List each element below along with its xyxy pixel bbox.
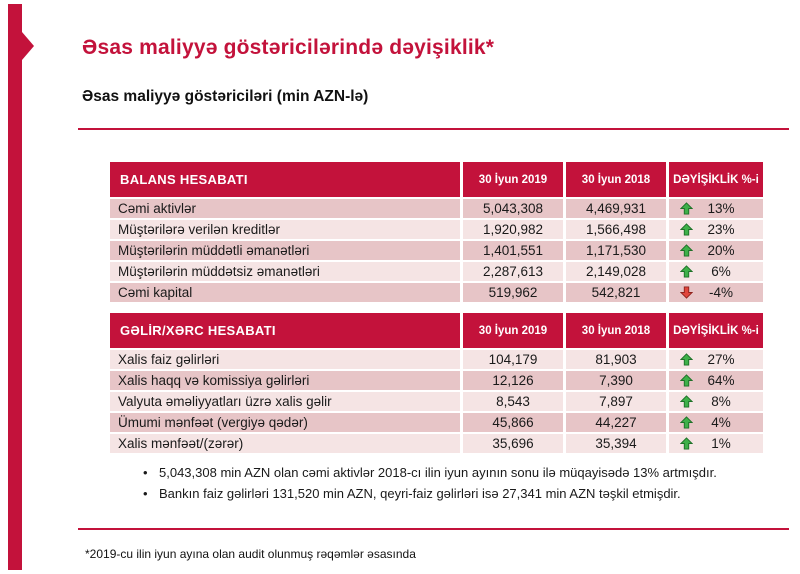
table-title: BALANS HESABATI bbox=[110, 162, 460, 197]
change-cell bbox=[669, 220, 763, 239]
balans-table-header bbox=[110, 162, 763, 197]
value-2018: 81,903 bbox=[566, 350, 666, 369]
value-2019: 35,696 bbox=[463, 434, 563, 453]
row-label: Müştərilərin müddətli əmanətləri bbox=[110, 241, 460, 260]
value-2018: 1,171,530 bbox=[566, 241, 666, 260]
change-cell bbox=[669, 371, 763, 390]
change-percent: 20% bbox=[707, 243, 735, 258]
table-row bbox=[110, 413, 763, 432]
change-percent: 4% bbox=[711, 415, 731, 430]
column-header-change: DƏYİŞİKLİK %-i bbox=[669, 313, 763, 348]
row-label: Xalis haqq və komissiya gəlirləri bbox=[110, 371, 460, 390]
value-2018: 4,469,931 bbox=[566, 199, 666, 218]
column-header-2019: 30 İyun 2019 bbox=[463, 162, 563, 197]
change-percent: 13% bbox=[707, 201, 735, 216]
gelir-xerc-table-header bbox=[110, 313, 763, 348]
change-cell bbox=[669, 413, 763, 432]
value-2018: 7,390 bbox=[566, 371, 666, 390]
value-2018: 542,821 bbox=[566, 283, 666, 302]
gelir-xerc-table-body bbox=[110, 350, 763, 453]
change-cell bbox=[669, 241, 763, 260]
change-arrow-icon bbox=[679, 286, 693, 300]
row-label: Xalis faiz gəlirləri bbox=[110, 350, 460, 369]
row-label: Müştərilərə verilən kreditlər bbox=[110, 220, 460, 239]
change-cell bbox=[669, 283, 763, 302]
bullet-item bbox=[143, 483, 768, 504]
change-percent: 8% bbox=[711, 394, 731, 409]
value-2019: 12,126 bbox=[463, 371, 563, 390]
accent-arrow-shape bbox=[22, 32, 34, 60]
bullet-text: Bankın faiz gəlirləri 131,520 min AZN, qeyri-faiz gəlirləri isə 27,341 min AZN təşkil etmişdir. bbox=[159, 486, 681, 501]
table-row bbox=[110, 220, 763, 239]
change-arrow-icon bbox=[679, 416, 693, 430]
column-header-2018: 30 İyun 2018 bbox=[566, 313, 666, 348]
value-2018: 44,227 bbox=[566, 413, 666, 432]
value-2019: 104,179 bbox=[463, 350, 563, 369]
change-arrow-icon bbox=[679, 265, 693, 279]
row-label: Valyuta əməliyyatları üzrə xalis gəlir bbox=[110, 392, 460, 411]
table-row bbox=[110, 283, 763, 302]
row-label: Müştərilərin müddətsiz əmanətləri bbox=[110, 262, 460, 281]
change-cell bbox=[669, 199, 763, 218]
table-row bbox=[110, 199, 763, 218]
table-row bbox=[110, 371, 763, 390]
value-2019: 2,287,613 bbox=[463, 262, 563, 281]
value-2018: 7,897 bbox=[566, 392, 666, 411]
value-2018: 35,394 bbox=[566, 434, 666, 453]
bullet-marker: • bbox=[143, 486, 148, 501]
balans-table-body bbox=[110, 199, 763, 302]
value-2019: 5,043,308 bbox=[463, 199, 563, 218]
change-arrow-icon bbox=[679, 202, 693, 216]
slide-title: Əsas maliyyə göstəricilərində dəyişiklik* bbox=[82, 36, 495, 59]
table-row bbox=[110, 434, 763, 453]
row-label: Ümumi mənfəət (vergiyə qədər) bbox=[110, 413, 460, 432]
change-percent: 6% bbox=[711, 264, 731, 279]
footnote-text: *2019-cu ilin iyun ayına olan audit olunmuş rəqəmlər əsasında bbox=[85, 547, 416, 561]
slide-subtitle: Əsas maliyyə göstəriciləri (min AZN-lə) bbox=[82, 88, 369, 105]
change-arrow-icon bbox=[679, 223, 693, 237]
change-percent: 23% bbox=[707, 222, 735, 237]
change-percent: 1% bbox=[711, 436, 731, 451]
bullet-item bbox=[143, 462, 768, 483]
change-percent: 64% bbox=[707, 373, 735, 388]
change-cell bbox=[669, 350, 763, 369]
value-2018: 2,149,028 bbox=[566, 262, 666, 281]
summary-bullet-list bbox=[143, 462, 768, 504]
balans-table bbox=[110, 162, 763, 302]
value-2019: 8,543 bbox=[463, 392, 563, 411]
value-2019: 519,962 bbox=[463, 283, 563, 302]
change-percent: -4% bbox=[708, 285, 733, 300]
bullet-text: 5,043,308 min AZN olan cəmi aktivlər 2018-cı ilin iyun ayının sonu ilə müqayisədə 13% artmışdır. bbox=[159, 465, 717, 480]
table-row bbox=[110, 241, 763, 260]
change-arrow-icon bbox=[679, 353, 693, 367]
gelir-xerc-table bbox=[110, 313, 763, 453]
value-2019: 1,920,982 bbox=[463, 220, 563, 239]
change-cell bbox=[669, 262, 763, 281]
left-accent-bar bbox=[8, 4, 22, 570]
column-header-2019: 30 İyun 2019 bbox=[463, 313, 563, 348]
value-2019: 45,866 bbox=[463, 413, 563, 432]
table-row bbox=[110, 392, 763, 411]
column-header-2018: 30 İyun 2018 bbox=[566, 162, 666, 197]
bottom-divider bbox=[78, 528, 789, 530]
bullet-marker: • bbox=[143, 465, 148, 480]
change-arrow-icon bbox=[679, 244, 693, 258]
table-title: GƏLİR/XƏRC HESABATI bbox=[110, 313, 460, 348]
change-percent: 27% bbox=[707, 352, 735, 367]
change-arrow-icon bbox=[679, 395, 693, 409]
column-header-change: DƏYİŞİKLİK %-i bbox=[669, 162, 763, 197]
value-2019: 1,401,551 bbox=[463, 241, 563, 260]
row-label: Cəmi aktivlər bbox=[110, 199, 460, 218]
value-2018: 1,566,498 bbox=[566, 220, 666, 239]
top-divider bbox=[78, 128, 789, 130]
row-label: Xalis mənfəət/(zərər) bbox=[110, 434, 460, 453]
change-arrow-icon bbox=[679, 374, 693, 388]
row-label: Cəmi kapital bbox=[110, 283, 460, 302]
change-cell bbox=[669, 392, 763, 411]
table-row bbox=[110, 262, 763, 281]
change-arrow-icon bbox=[679, 437, 693, 451]
table-row bbox=[110, 350, 763, 369]
change-cell bbox=[669, 434, 763, 453]
